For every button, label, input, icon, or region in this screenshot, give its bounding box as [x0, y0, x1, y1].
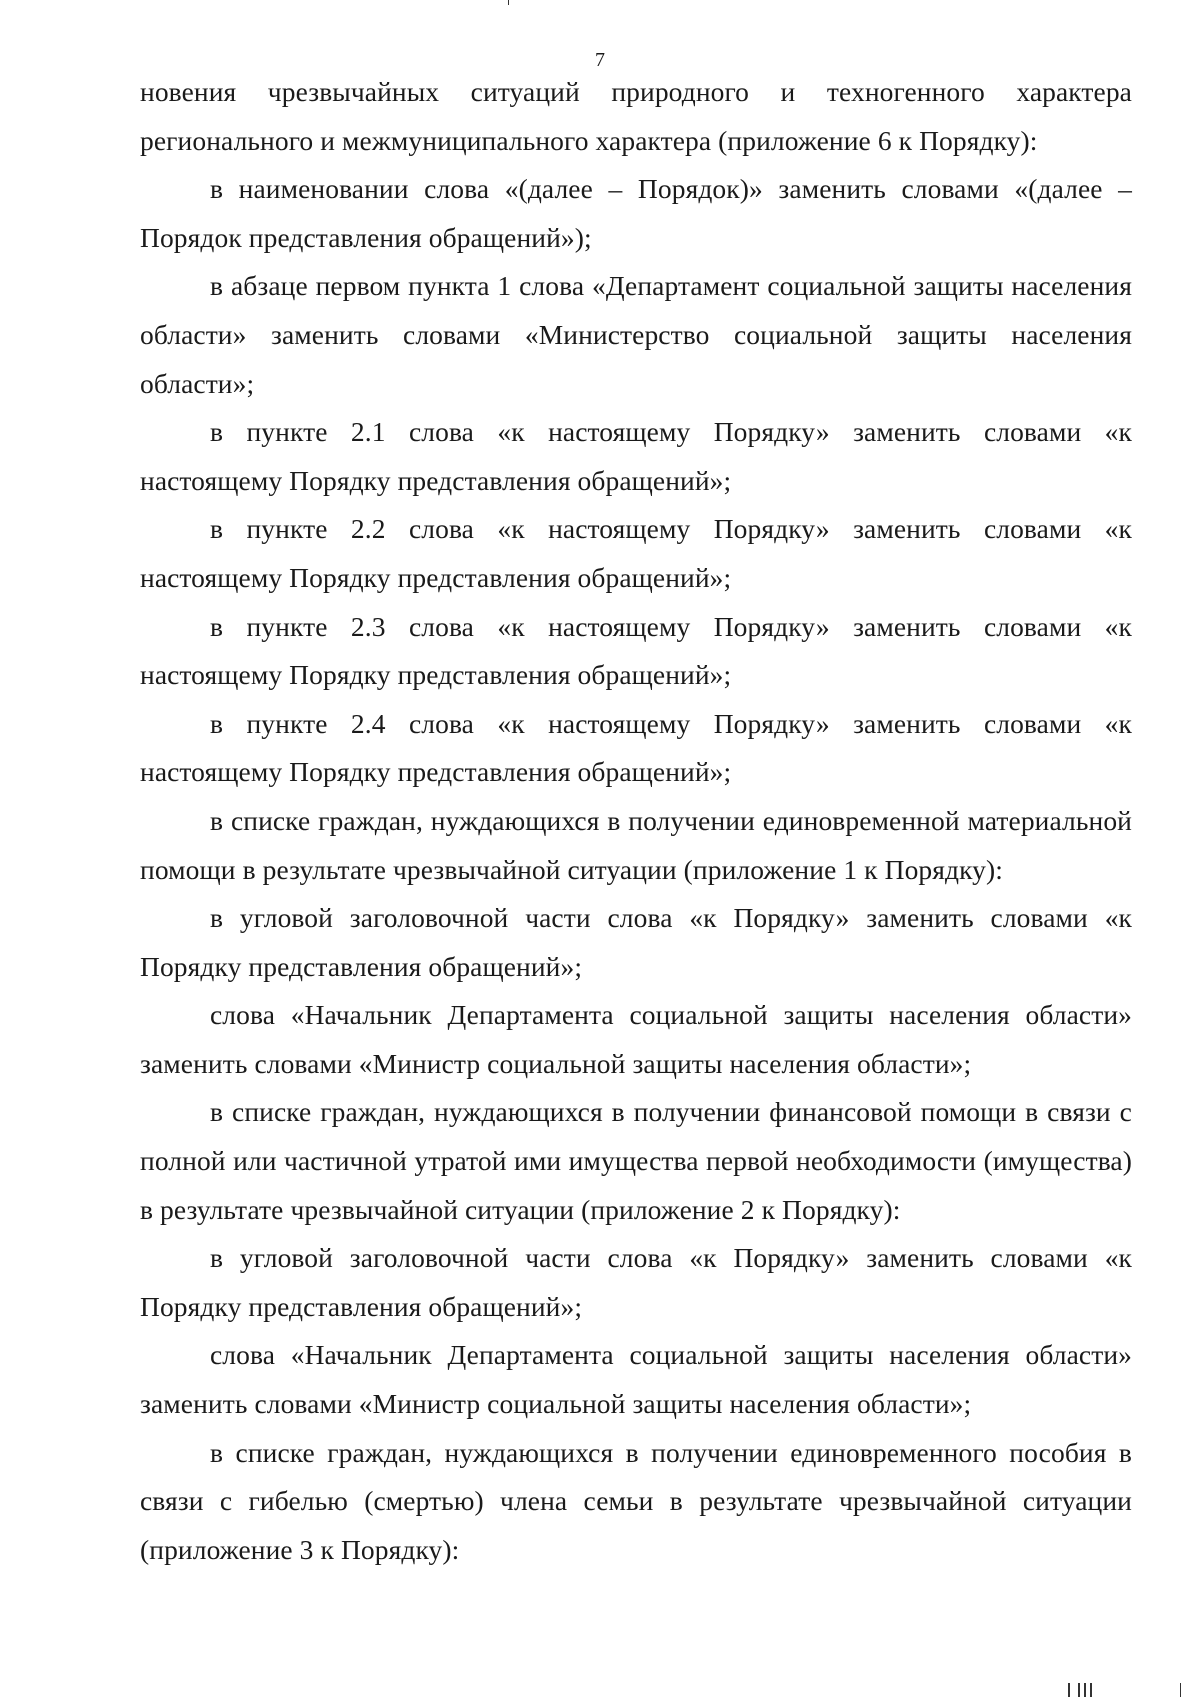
paragraph: слова «Начальник Департамента социальной защиты населения области» заменить словами «Министр социальной защиты населения области»; — [140, 1339, 1132, 1420]
paragraph: в абзаце первом пункта 1 слова «Департамент социальной защиты населения области» заменить словами «Министерство социальной защиты населения области»; — [140, 270, 1132, 399]
scan-artifact — [1084, 1683, 1086, 1697]
scan-artifact — [1078, 1683, 1080, 1697]
paragraph: в списке граждан, нуждающихся в получении единовременной материальной помощи в результате чрезвычайной ситуации (приложение 1 к Порядку): — [140, 804, 1132, 885]
scan-artifact — [1180, 1683, 1181, 1697]
paragraph: в списке граждан, нуждающихся в получении финансовой помощи в связи с полной или частичной утратой ими имущества первой необходимости (имущества) в результате чрезвычайной ситуации (приложение 2 к Порядку): — [140, 1096, 1132, 1225]
paragraph: новения чрезвычайных ситуаций природного и техногенного характера регионального и межмуниципального характера (приложение 6 к Порядку): — [140, 76, 1132, 156]
paragraph: в пункте 2.1 слова «к настоящему Порядку» заменить словами «к настоящему Порядку представления обращений»; — [140, 416, 1132, 496]
paragraph: в пункте 2.4 слова «к настоящему Порядку» заменить словами «к настоящему Порядку представления обращений»; — [140, 707, 1132, 788]
paragraph: слова «Начальник Департамента социальной защиты населения области» заменить словами «Министр социальной защиты населения области»; — [140, 999, 1132, 1079]
paragraph: в угловой заголовочной части слова «к Порядку» заменить словами «к Порядку представления обращений»; — [140, 1242, 1132, 1322]
document-body — [140, 68, 1132, 1574]
paragraph: в списке граждан, нуждающихся в получении единовременного пособия в связи с гибелью (смертью) члена семьи в результате чрезвычайной ситуации (приложение 3 к Порядку): — [140, 1436, 1132, 1565]
scan-artifact — [1090, 1683, 1092, 1697]
scan-artifact — [1068, 1683, 1070, 1697]
scan-artifact — [508, 0, 509, 5]
page-number: 7 — [595, 49, 605, 71]
paragraph: в пункте 2.3 слова «к настоящему Порядку» заменить словами «к настоящему Порядку представления обращений»; — [140, 610, 1132, 691]
paragraph: в угловой заголовочной части слова «к Порядку» заменить словами «к Порядку представления обращений»; — [140, 902, 1132, 982]
paragraph: в наименовании слова «(далее – Порядок)» заменить словами «(далее – Порядок представления обращений»); — [140, 173, 1132, 253]
paragraph: в пункте 2.2 слова «к настоящему Порядку» заменить словами «к настоящему Порядку представления обращений»; — [140, 513, 1132, 593]
